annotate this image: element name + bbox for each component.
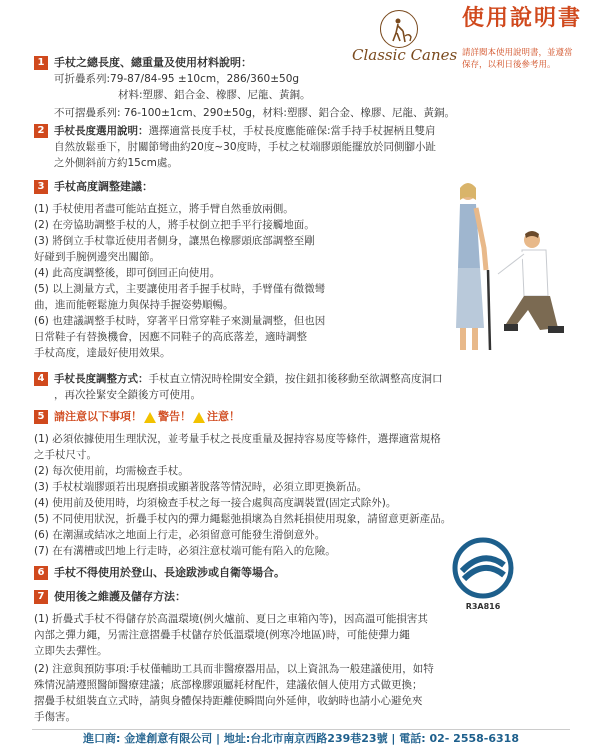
section-5-list-item: (1) 必須依據使用生理狀況，並考量手杖之長度重量及握持容易度等條件，選擇適當規格 — [34, 433, 441, 445]
section-3-list-item: (5) 以上測量方式，主要讓使用者手握手杖時，手臂僅有微微彎 — [34, 283, 326, 295]
importer-footer: 進口商: 金達創意有限公司 | 地址:台北市南京西路239巷23號 | 電話: 02- 2558-6318 — [32, 729, 570, 748]
section-5-warning-c: 注意！ — [207, 410, 240, 423]
section-4-title: 手杖長度調整方式： — [54, 373, 149, 385]
section-5-list-item: (2) 每次使用前，均需檢查手杖。 — [34, 465, 189, 477]
section-6-heading — [34, 566, 285, 580]
section-3-list-item: 手杖高度，達最好使用效果。 — [34, 347, 171, 359]
section-4-text-2: ，再次拴緊安全鎖後方可使用。 — [54, 389, 201, 401]
section-1-number: 1 — [34, 56, 48, 70]
section-5-list-item: (6) 在潮濕或結冰之地面上行走，必須留意可能發生滑倒意外。 — [34, 529, 326, 541]
warning-triangle-icon — [144, 412, 156, 423]
section-3-list-item: (3) 將倒立手杖靠近使用者側身，讓黑色橡膠頭底部調整至剛 — [34, 235, 315, 247]
section-5-heading — [34, 410, 240, 424]
warning-triangle-icon — [193, 412, 205, 423]
subtitle-line-2: 保存，以利日後參考用。 — [462, 60, 556, 70]
section-3-list-item: 好碰到手腕例邊突出關節。 — [34, 251, 160, 263]
section-3-list-item: 日常鞋子有替換機會，因應不同鞋子的高底落差，適時調整 — [34, 331, 307, 343]
section-7-list-item: 摺疊手杖組裝直立式時，請與身體保持距離使瞬間向外延伸，收納時也請小心避免夾 — [34, 695, 423, 707]
section-2-text-1: 選擇適當長度手杖，手杖長度應能確保:當手持手杖握柄且雙肩 — [148, 125, 436, 137]
section-1-line-3: 不可摺疊系列: 76-100±1cm、290±50g，材料:塑膠、鋁合金、橡膠、尼龍、黃銅。 — [54, 107, 455, 119]
section-3-list-item: 曲，進而能輕鬆施力與保持手握姿勢順暢。 — [34, 299, 234, 311]
section-4-number: 4 — [34, 372, 48, 386]
section-7-list-item: (2) 注意與預防事項:手杖僅輔助工具而非醫療器用品，以上資訊為一般建議使用，如特 — [34, 663, 434, 675]
section-1-line-1: 可折疊系列:79-87/84-95 ±10cm，286/360±50g — [54, 73, 300, 85]
section-2-title: 手杖長度選用說明： — [54, 125, 149, 137]
section-5-list-item: 之手杖尺寸。 — [34, 449, 97, 461]
section-7-number: 7 — [34, 590, 48, 604]
inspection-mark-label: R3A816 — [465, 602, 501, 611]
section-2-row-1 — [34, 124, 436, 138]
section-5-list-item: (4) 使用前及使用時，均須檢查手杖之每一接合處與高度調裝置(固定式除外)。 — [34, 497, 397, 509]
section-7-list-item: 殊情況請遵照醫師醫療建議；底部橡膠頭屬耗材配件，建議依個人使用方式做更換； — [34, 679, 423, 691]
section-3-list-item: (1) 手杖使用者盡可能站直挺立，將手臂自然垂放兩側。 — [34, 203, 294, 215]
section-4-text-1: 手杖直立情況時栓開安全鎖，按住鈕扣後移動至欲調整高度洞口 — [148, 373, 443, 385]
section-2-number: 2 — [34, 124, 48, 138]
section-2-text-2: 自然放鬆垂下，肘關節彎曲約20度~30度時，手杖之杖端膠頭能擺放於同側腳小趾 — [54, 141, 437, 153]
section-3-list-item: (2) 在旁協助調整手杖的人，將手杖倒立把手平行接觸地面。 — [34, 219, 315, 231]
section-6-title: 手杖不得使用於登山、長途跋涉或自衛等場合。 — [54, 566, 285, 579]
section-5-list-item: (3) 手杖杖端膠頭若出現磨損或顯著脫落等情況時，必須立即更換新品。 — [34, 481, 368, 493]
section-3-list-item: (4) 此高度調整後，即可倒回正向使用。 — [34, 267, 221, 279]
section-7-list-item: (1) 折疊式手杖不得儲存於高溫環境(例火爐前、夏日之車箱內等)，因高溫可能損害其 — [34, 613, 428, 625]
section-3-list-item: (6) 也建議調整手杖時，穿著平日常穿鞋子來測量調整，但也因 — [34, 315, 326, 327]
section-5-warning-b: 警告！ — [158, 410, 191, 423]
section-7-list-item: 手傷害。 — [34, 711, 76, 723]
section-1-title: 手杖之總長度、總重量及使用材料說明： — [54, 56, 252, 69]
section-4-row-1 — [34, 372, 443, 386]
subtitle-line-1: 請詳閱本使用說明書，並遵當 — [462, 48, 573, 58]
section-7-list-item: 立即失去彈性。 — [34, 645, 108, 657]
section-5-warning-a: 請注意以下事項！ — [54, 410, 142, 423]
brand-logo-text: Classic Canes — [352, 46, 458, 64]
section-3-number: 3 — [34, 180, 48, 194]
section-2-text-3: 之外側斜前方約15cm處。 — [54, 157, 178, 169]
section-1-heading — [34, 56, 252, 70]
inspection-mark-icon — [450, 535, 516, 601]
section-5-list-item: (7) 在有溝槽或凹地上行走時，必須注意杖端可能有陷入的危險。 — [34, 545, 336, 557]
section-6-number: 6 — [34, 566, 48, 580]
section-7-list-item: 內部之彈力繩，另需注意摺疊手杖儲存於低溫環境(例寒冷地區)時，可能使彈力繩 — [34, 629, 410, 641]
page-title: 使用說明書 — [462, 6, 583, 31]
section-1-line-2: 材料:塑膠、鋁合金、橡膠、尼龍、黃銅。 — [118, 89, 311, 101]
cane-fitting-illustration — [428, 178, 578, 358]
section-5-list-item: (5) 不同使用狀況，折疊手杖內的彈力繩鬆弛損壞為自然耗損使用現象，請留意更新產品。 — [34, 513, 452, 525]
section-7-heading — [34, 590, 186, 604]
section-7-title: 使用後之維護及儲存方法： — [54, 590, 186, 603]
section-3-title: 手杖高度調整建議： — [54, 180, 153, 193]
logo-emblem-icon — [380, 10, 418, 48]
section-5-number: 5 — [34, 410, 48, 424]
section-3-heading — [34, 180, 153, 194]
